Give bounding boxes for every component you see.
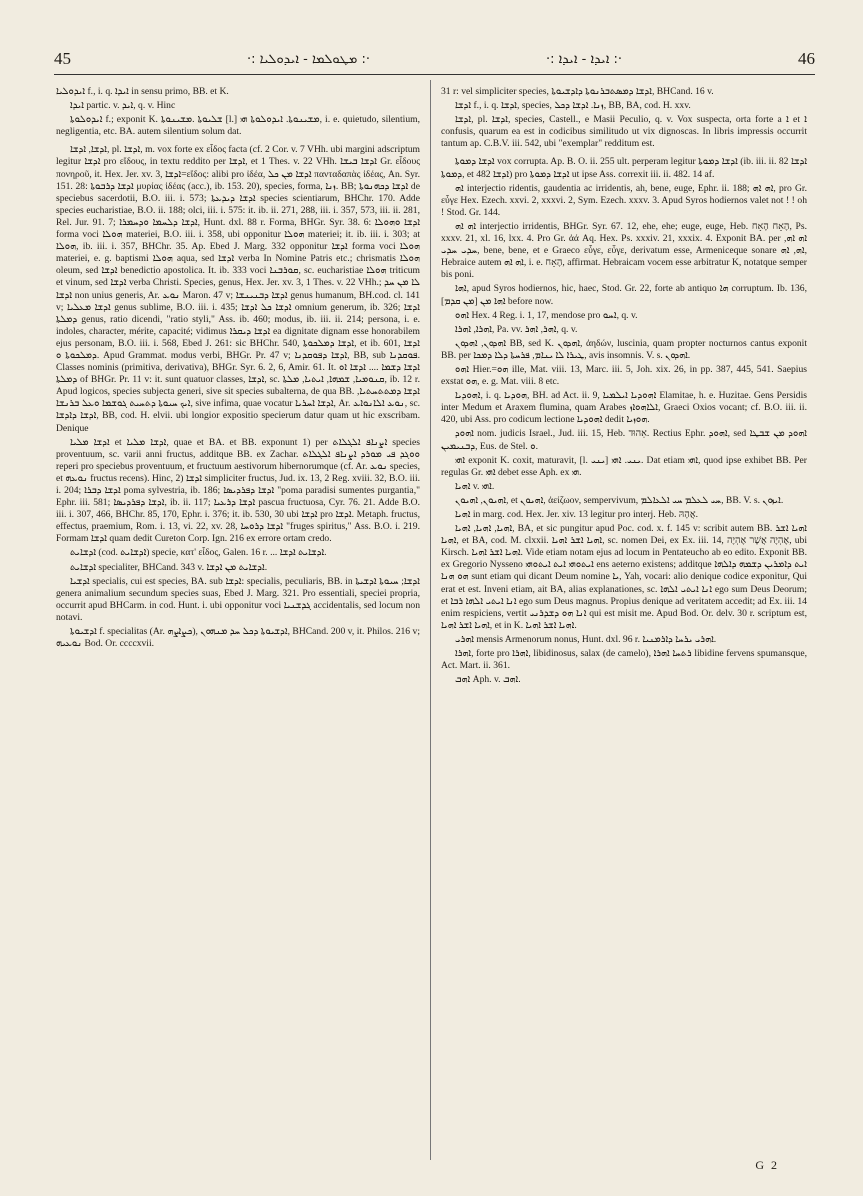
- entry: ܐܕܫܐ ܡܠܝܐ et ܐܕܫܐ ܡܠܝܐ, quae et BA. et BB. exponunt 1) per ܐܨܢܐܦ ܐܠܓܠܐܬ species proventuum, sc. varii anni fructus, additque BB. ex Zachar. ܘܘܓܕ ܦܝ ܡܘܪܕ ܐܨܢܐܦ ܐܠܓܠܐܬ reperi pro speciebus proventuum, et fructuum aestivorum hibernorumque (cf. Ar. ܢܘܥ species, et ܢܘܥܗ fructus recens). Hinc, 2) ܐܕܫܐ simpliciter fructus, Jud. ix. 13, 2 Reg. xviii. 32, B.O. iii. i. 204; ܐܕܫܐ ܕܒܪܐ poma sylvestria, ib. 186; ܐܕܫܐ ܕܦܪܕܝܣܐ "poma paradisi sumentes purgantia," Ephr. iii. 581; ܐܕܫܐ ܕܦܪܕܝܣܐ, ib. ii. 117; ܐܕܫܐ ܕܪܥܝܐ pascua fructuosa, Cyr. 76. 21. Adde B.O. iii. i. 307, 466, BHChr. 85, 170, Ephr. i. 376; it. ib. 530, 30 ubi ܐܕܫܐ pro ܐܕܫܐ. Metaph. fructus, effectus, praemium, Rom. i. 13, vi. 22, xv. 28, ܐܕܫܐ ܕܪܘܚܐ "fruges spiritus," Ass. B.O. i. 219. Formam ܐܕܫܐ quam dedit Cureton Corp. Ign. 216 ex errore ortam credo.: [56, 436, 420, 545]
- entry: ܐܗܘܕ nom. judicis Israel., Jud. iii. 15, Heb. אֵהוּד. Rectius Ephr. ܐܗܘܕ, sed ܐܗܘܕ ܡܢ ܫܒܛܐ ܕܒܢܝܡܝܢ, Eus. de Stel. ܘ.: [441, 428, 807, 452]
- right-column: [441, 86, 807, 1158]
- entry: ܐܗܪܐ, ܐܗܪܐ, Pa. vv. ܐܗܪ, ܐܗܪ, q. v.: [455, 323, 578, 335]
- entry: ܐܕܫܐ ܕܡܘܬܐ vox corrupta. Ap. B. O. ii. 255 ult. perperam legitur ܐܕܫܐ ܕܡܘܬܐ (ib. iii. ii. 82 ܐܕܫܐ ܕܡܘܬܐ, et 482 ܐܕܫܐ) pro ܐܕܫܐ ܕܡܘܬܐ ut ipse Ass. correxit iii. ii. 482. 14 af.: [441, 156, 807, 180]
- entry: ܐܕܫܝܘܬܐ f. specialitas (Ar. ܟܨܐܨܗ), ܐܕܫܝܘܬܐ ܕܟܠ ܚܕ ܡܢܗܘܢ, BHCand. 200 v, it. Philos. 216 v; ܢܘܥܝܗ Bod. Or. ccccxvii.: [56, 626, 420, 650]
- entry: ܐܗܝܘܢ, ܐܗܝܘܢ, et ܐܗܝܘܢ, ἀείζωον, sempervivum, ܚܝ ܠܥܠܡ ܚܝ ܐܠܥܐܠܡ, BB. V. s. ܐܝܙܘܢ.: [455, 494, 784, 506]
- header-rule: [54, 74, 815, 75]
- entry: ܐܗ interjectio ridentis, gaudentia ac irridentis, ah, bene, euge, Ephr. ii. 188; ܐܗ ܐܗ, pro Gr. εὖγε Hex. Ezech. xxvi. 2, xxxvi. 2, Sym. Ezech. xxxv. 3. Apud Syros hodiernos valet not ! ! oh ! Stod. Gr. 144.: [441, 182, 807, 218]
- entry: ܐܗܒ Aph. v. ܐܗܒ.: [455, 674, 521, 686]
- page-number-right: 46: [797, 49, 815, 68]
- entry: ܐܗܪܝ mensis Armenorum nonus, Hunt. dxl. 96 r. ܐܗܪܝ ܝܪܚܐ ܕܐܪܡܢܝܐ.: [455, 633, 717, 645]
- entry: ܐܕܫܐܝܬ specialiter, BHCand. 343 v. ܐܕܫܐܝܬ ܡܢ ܐܕܫܐ.: [70, 561, 268, 573]
- signature-mark: G 2: [755, 1158, 779, 1172]
- entry: ܐܕܫܐܝܬ (cod. ܐܕܫܐܝܬ) specie, κατ' εἶδος, Galen. 16 r. ... ܐܕܫܐܝܬ ܐܕܫܐ.: [70, 547, 327, 559]
- entry: ܐܗܝܐ, ܐܗܝܐ, ܐܗܝܐ, BA, et sic pungitur apud Poc. cod. x. f. 145 v: scribit autem BB. ܐܗܝܐ ܐܫܪ ܐܗܝܐ, et BA, cod. M. clxxii. ܐܗܝܐ ܐܫܪ ܐܗܝܐ, sc. nomen Dei, ex Ex. iii. 14, אֶהְיֶה אֲשֶׁר אֶהְיֶה, ubi Kirsch. ܐܗܝܐ ܐܫܪ ܐܗܝܐ. Vide etiam notam ejus ad locum in Pentateucho ab eo edito. Exponit BB. ex Gregorio Nysseno ܐܝܬܘܗܝ ܐܝܬ ܐܝܬܘܗܝ ens aeterno existens; additque ܐܝܬ ܕܐܡܪܝܢ ܕܫܡܗ ܕܐܠܗܐ ܗܘ ܗܢܐ sunt etiam qui dicant Deum nomine ܝܐ, Yah, vocari: alio denique codice exponitur, Qui erat et est. Inveni etiam, ait BA, alias explanationes, sc. ܐܢܐ ܐܝܬܝ ܐܠܗܐ ego sum Deus Deorum; et ܐܢܐ ܐܝܬܝ ܐܠܗܐ ܪܒܐ ego sum Deus magnus. Propius denique ad veritatem accedit; ad Ex. iii. 14 enim respiciens, vertit ܐܢܐ ܗܘ ܕܫܕܪܢܝ qui est misit me. Apud Bod. Or. delv. 30 r. scriptum est, ܐܗܝܐ ܐܫܪ ܐܗܝܐ, et in K. ܐܗܝܐ ܐܫܪ ܐܗܝܐ.: [441, 523, 807, 631]
- entry: ܐܗܝܐ v. ܐܗܝ.: [455, 480, 495, 492]
- entry: ܐܗܘ Hier.=ܗܘ ille, Mat. viii. 13, Marc. iii. 5, Joh. xix. 26, in pp. 387, 445, 541. Saepius exstat ܗܘ, e. g. Mat. viii. 8 etc.: [441, 363, 807, 388]
- entry: ܐܗܝܐ in marg. cod. Hex. Jer. xiv. 13 legitur pro interj. Heb. אֲהָהּ.: [455, 509, 698, 520]
- page-header: [54, 46, 815, 72]
- entry: ܐܕܫܐ, ܐܕܫܐ, pl. ܐܕܫܐ, m. vox forte ex εἶδος facta (cf. 2 Cor. v. 7 VHh. ubi margini adscriptum legitur ܐܕܫܐ pro εἴδους, in textu reddito per ܐܕܫܐ, et 1 Thes. v. 22 VHh. ܐܕܫܐ ܒܝܫܐ Gr. εἶδους πονηροῦ, it. Hex. Jer. xv. 3, ܐܕܫܐ=εἴδος: alibi pro ἰδέα, ܐܕܫܐ ܡܢ ܟܠ πανταδαπὰς ἰδέας, An. Syr. 151. 28: ܐܕܫܐ ܕܪܒܘܬܐ μυρίας ἰδέας (acc.), ib. 153. 20), species, forma, ܙܢܐ. BB; ܐܕܫܐ ܕܟܗܢܘܬܐ de speciebus sacerdotii, B.O. iii. i. 573; ܐܕܫܐ ܕܝܕܥܬܐ species scientiarum, BHChr. 170. Adde species eucharistiae, B.O. ii. 188; olci, iii. i. 575: it. ib. ii. 271, 288, iii. i. 357, 573, iii. ii. 281, Rel. Jur. 91. 7; ܐܕܫܐ ܕܠܚܡܐ ܘܕܚܡܪܐ, Hunt. dxl. 88 r. Forma, BHGr. Syr. 38. 6: ܐܕܫܐ ܘܗܘܠܐ forma voci ܗܘܠܐ materiei, B.O. iii. i. 358, ubi opponitur ܗܘܠܐ materiei; it. ib. iii. i. 303; at ܗܘܠܐ, ib. iii. i. 357, BHChr. 35. Ap. Ebed J. Marg. 332 opponitur ܐܕܫܐ forma voci ܗܘܠܐ materiei, e. g. baptismi ܗܘܠܐ aqua, sed ܐܕܫܐ verba In Nomine Patris etc.; chrismatis ܗܘܠܐ oleum, sed ܐܕܫܐ benedictio apostolica. It. ib. 333 voci ܩܘܪܒܢܐ, sc. eucharistiae ܗܘܠܐ triticum et vinum, sed ܐܕܫܐ verba Christi. Species, genus, Hex. Jer. xv. 3, 1 Thes. v. 22 VHh.; ܠܐ ܡܢ ܚܕ ܐܕܫܐ non unius generis, Ar. ܢܘܥ Maron. 47 v; ܐܕܫܐ ܕܒܢܝܢܫܐ genus humanum, BH.cod. cl. 141 v; ܐܕܫܐ ܡܥܠܝܐ genus sublime, B.O. iii. i. 435; ܐܕܫܐ ܟܠ ܐܕܫܐ omnium generum, ib. 326; ܐܕܫܐ ܕܡܠܬܐ genus, ratio dicendi, "ratio styli," Ass. ib. 460; modus, ib. iii. ii. 214; persona, i. e. indoles, character, mérite, capacité; vidimus ܐܕܫܐ ܕܝܩܪܐ ea dignitate dignam esse honorabilem ejus personam, B.O. iii. i. 568, Ebed J. 261: sic BHChr. 540, ܐܕܫܐ ܕܡܠܟܘܬܐ, et ib. 601, ܐܕܫܐ ܕܡܠܟܘܬܐ ܘ. Apud Grammat. modus verbi, BHGr. Pr. 47 v; ܐܕܫܐ ܕܦܘܩܕܢܐ, BB, sub ܦܘܩܕܢܐ. Classes nominis (primitiva, derivativa), BHGr. Syr. 6. 2, 6, Amir. 61. It. ܐܕܫܐ ܕܫܡܐ .... ܐܕܫܐ ܐܘ ܕܡܠܬܐ of BHGr. Pr. 11 v: it. sunt quatuor classes, ܐܕܫܐ, sc. ܩܢܘܡܝܐ, ܫܡܗܐ, ܐܝܬܝܐ, ܡܠܬܐ, ib. 12 r. Apud logicos, species subjecta generi, sive sit species subalterna, de qua BB. ܐܕܫܐ ܕܡܬܬܚܬܝܐ, ܐܝܟ ܚܝܘܬܐ ܕܬܚܝܬ ܓܘܫܡܐ ܘܥܠ ܒܪܢܫܐ, sive infima, quae vocatur ܐܕܫܐ ܐܚܪܝܐ, Ar. ܢܘܥ ܐܠܐܢܘܐܥ, sc. ܐܕܫܐ ܕܐܕܫܐ, BB, cod. H. elvii. ubi longior expositio specierum datur quam ut hic exscribam. Denique: [56, 144, 420, 434]
- entry: ܐܗܐ, apud Syros hodiernos, hic, haec, Stod. Gr. 22, forte ab antiquo ܗܐ corruptum. Ib. 136, [ܡܢ ܩܕܡ] ܐܗܐ ܡܢ before now.: [441, 283, 807, 307]
- running-title-left: ·: ܡܛܘܠܡܐ - ܐܝܕܘܠܝܐ :·: [246, 51, 370, 67]
- entry: ܐܗܘܕܝܐ, i. q. ܗܘܕܝܐ, BH. ad Act. ii. 9, ܐܗܘܕܝܐ ܐܝܠܡܝܐ Elamitae, h. e. Huzitae. Gens Persidis inter Medum et Araxem flumina, quam Arabes ܐܠܐܗܘܐܙ, Graeci Oxios vocant; cf. B.O. iii. ii. 420, ubi Ass. pro codicum lectione ܐܗܘܕܝܐ dedit ܗܘܙܝܐ.: [441, 390, 807, 426]
- entry: ܐܝܕܐ partic. v. ܐܝܕ, q. v. Hinc: [70, 100, 176, 112]
- entry: 31 r: vel simpliciter species, ܐܕܫܐ ܕܡܣܬܒܪܢܘܬܐ ܕܐܕܫܝܘܬܐ, BHCand. 16 v.: [441, 86, 714, 97]
- entry: ܐܕܫܝܐ specialis, cui est species, BA. sub ܐܕܫܐ: specialis, peculiaris, BB. in ܐܕܫܐ; ܚܝܘܬܐ ܐܕܫܝܬܐ genera animalium secundum species suas, Ebed J. Marg. 321. Pro essentiali, speciei propria, occurrit apud BHCarm. in cod. Hunt. i. ubi opponitur voci ܓܕܫܢܝܐ accidentalis, sed locum non notavi.: [56, 575, 420, 623]
- column-divider: [430, 80, 431, 1160]
- entry: ܐܗܕܘܢ, ܐܗܕܘܢ BB, sed K. ܐܗܕܘܢ, ἀηδών, luscinia, quam propter nocturnos cantus exponit BB. per ܛܝܪܐ ܠܐ ܝܢܐܡ, ܦܪܚܬܐ ܕܠܐ ܕܡܟܐ, avis insomnis. V. s. ܐܗܕܘܢ.: [441, 337, 807, 361]
- entry: ܐܗ ܐܗ interjectio irridentis, BHGr. Syr. 67. 12, ehe, ehe; euge, euge, Heb. הֶאָח הֶאָח, Ps. xxxv. 21, xl. 16, lxx. 4. Pro Gr. ἀά Aq. Hex. Ps. xxxiv. 21, xxxix. 4. Exponit BA. per ܐܗ ܐܗ, ܚܕܝ ܚܕܝ, bene, bene, et e Graeco εὖγε, εὖγε, derivatum esse, Armeniceque sonare ܐܗ, ܐܗ, Hebraice autem ܐܗ ܐܗ, i. e. הֶאָח, affirmat. Hebraicam vocem esse arbitratur K, notatque semper bis poni.: [441, 220, 807, 281]
- entry: ܐܝܕܘܠܝܐ f., i. q. ܐܝܕܐ in sensu primo, BB. et K.: [56, 86, 229, 97]
- entry: ܐܗܪܐ, forte pro ܐܗܪܐ, libidinosus, salax (de camelo), ܪܬܚܐ ܐܗܪܐ libidine fervens spumansque, Act. Mart. ii. 361.: [441, 648, 807, 672]
- running-title-right: ·: ܐܝܕܐ - ܐܝܕܐ :·: [545, 51, 622, 67]
- entry: ܐܕܫܐ, pl. ܐܕܫܐ, species, Castell., e Masii Peculio, q. v. Vox suspecta, orta forte a ܐ et ܐ confusis, quarum ea est in codicibus similitudo ut vix dignoscas. In libris impressis occurrit tantum ap. C.B.V. iii. 542, ubi "exemplar" redditum est.: [441, 114, 807, 150]
- entry: ܐܗܘ Hex. 4 Reg. i. 1, 17, mendose pro ܐܚܘ, q. v.: [455, 309, 638, 321]
- page-number-left: 45: [54, 49, 71, 68]
- entry: ܐܕܫܐ f., i. q. ܐܕܫܐ, species, ܙܢܐ. ܐܕܫܐ ܕܟܠ, BB, BA, cod. H. xxv.: [455, 100, 691, 112]
- entry: ܐܗܝ exponit K. coxit, maturavit, [l. ܝܢܝ] ܝܢܝ. ܐܗܝ. Dat etiam ܐܗܝ, quod ipse exhibet BB. Per regulas Gr. ܐܗܝ debet esse Aph. ex ܗܝ.: [441, 454, 807, 478]
- entry: ܐܝܕܘܠܘܬܐ f.; exponit K. ܫܠܝܘܬܐ .ܡܫܝܢܘܬܐ [l.] ܡܫܝܢܘܬܐ. ܐܝܕܘܠܘܬܐ ܗܝ, i. e. quietudo, silentium, negligentia, etc. BA. autem silentium solum dat.: [56, 114, 420, 138]
- left-column: [56, 86, 420, 1158]
